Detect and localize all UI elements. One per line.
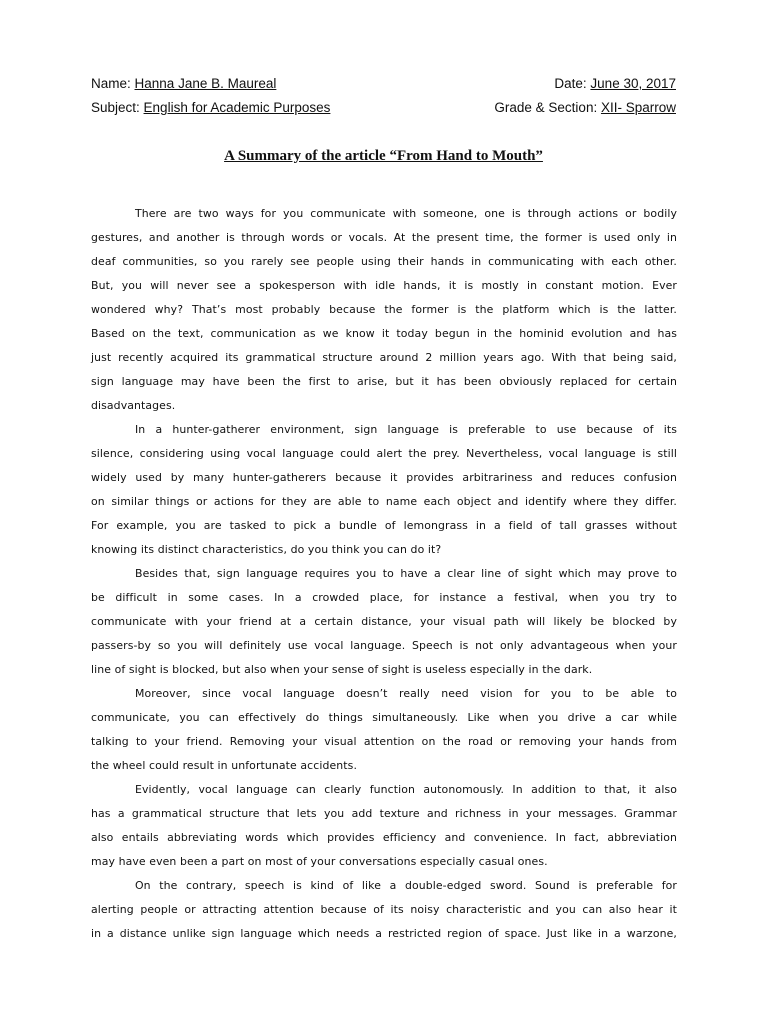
subject-value: English for Academic Purposes (143, 100, 331, 115)
paragraph (91, 418, 677, 562)
paragraph-line: silence, considering using vocal language could alert the prey. Nevertheless, vocal language is still (91, 447, 677, 460)
paragraph (91, 778, 677, 874)
grade-label: Grade & Section: (494, 100, 598, 115)
date-value: June 30, 2017 (590, 76, 676, 91)
paragraph-line: may have even been a part on most of your conversations especially casual ones. (91, 855, 548, 868)
paragraph-line: knowing its distinct characteristics, do you think you can do it? (91, 543, 442, 556)
paragraph-line: For example, you are tasked to pick a bundle of lemongrass in a field of tall grasses without (91, 519, 677, 532)
paragraph-line: gestures, and another is through words or vocals. At the present time, the former is used only in (91, 231, 677, 244)
paragraph-line: In a hunter-gatherer environment, sign language is preferable to use because of its (135, 423, 677, 436)
paragraph-line: Moreover, since vocal language doesn’t really need vision for you to be able to (135, 687, 677, 700)
paragraph-line: talking to your friend. Removing your visual attention on the road or removing your hands from (91, 735, 677, 748)
paragraph-line: in a distance unlike sign language which needs a restricted region of space. Just like in a warzone, (91, 927, 677, 940)
paragraph (91, 562, 677, 682)
paragraph-line: wondered why? That’s most probably because the former is the platform which is the latter. (91, 303, 677, 316)
paragraph-line: There are two ways for you communicate with someone, one is through actions or bodily (135, 207, 677, 220)
grade-section-field (494, 100, 676, 115)
paragraph-line: On the contrary, speech is kind of like a double-edged sword. Sound is preferable for (135, 879, 677, 892)
paragraph (91, 874, 677, 946)
date-field (554, 76, 676, 91)
paragraph-line: widely used by many hunter-gatherers because it provides arbitrariness and reduces confusion (91, 471, 677, 484)
paragraph (91, 682, 677, 778)
paragraph-line: line of sight is blocked, but also when your sense of sight is useless especially in the dark. (91, 663, 593, 676)
paragraph (91, 202, 677, 418)
paragraph-line: disadvantages. (91, 399, 176, 412)
paragraph-line: Besides that, sign language requires you to have a clear line of sight which may prove to (135, 567, 677, 580)
paragraph-line: Evidently, vocal language can clearly function autonomously. In addition to that, it also (135, 783, 677, 796)
grade-value: XII- Sparrow (600, 100, 676, 115)
paragraph-line: communicate with your friend at a certain distance, your visual path will likely be blocked by (91, 615, 677, 628)
name-label: Name: (91, 76, 131, 91)
document-body (91, 202, 677, 946)
date-label: Date: (554, 76, 587, 91)
paragraph-line: be difficult in some cases. In a crowded place, for instance a festival, when you try to (91, 591, 677, 604)
paragraph-line: also entails abbreviating words which provides efficiency and convenience. In fact, abbreviation (91, 831, 677, 844)
paragraph-line: on similar things or actions for they are able to name each object and identify where they differ. (91, 495, 677, 508)
paragraph-line: alerting people or attracting attention because of its noisy characteristic and you can also hear it (91, 903, 677, 916)
name-field (91, 76, 276, 91)
header-row-name-date (91, 76, 676, 96)
paragraph-line: passers-by so you will definitely use vocal language. Speech is not only advantageous when your (91, 639, 677, 652)
paragraph-line: sign language may have been the first to arise, but it has been obviously replaced for certain (91, 375, 677, 388)
header-row-subject-grade (91, 100, 676, 120)
paragraph-line: the wheel could result in unfortunate accidents. (91, 759, 358, 772)
subject-label: Subject: (91, 100, 140, 115)
paragraph-line: just recently acquired its grammatical structure around 2 million years ago. With that being said, (91, 351, 677, 364)
paragraph-line: But, you will never see a spokesperson with idle hands, it is mostly in constant motion. Ever (91, 279, 677, 292)
subject-field (91, 100, 330, 115)
paragraph-line: communicate, you can effectively do things simultaneously. Like when you drive a car while (91, 711, 677, 724)
paragraph-line: Based on the text, communication as we know it today begun in the hominid evolution and has (91, 327, 677, 340)
paragraph-line: deaf communities, so you rarely see people using their hands in communicating with each other. (91, 255, 677, 268)
paragraph-line: has a grammatical structure that lets you add texture and richness in your messages. Grammar (91, 807, 677, 820)
document-title: A Summary of the article “From Hand to Mouth” (224, 148, 543, 164)
name-value: Hanna Jane B. Maureal (134, 76, 277, 91)
